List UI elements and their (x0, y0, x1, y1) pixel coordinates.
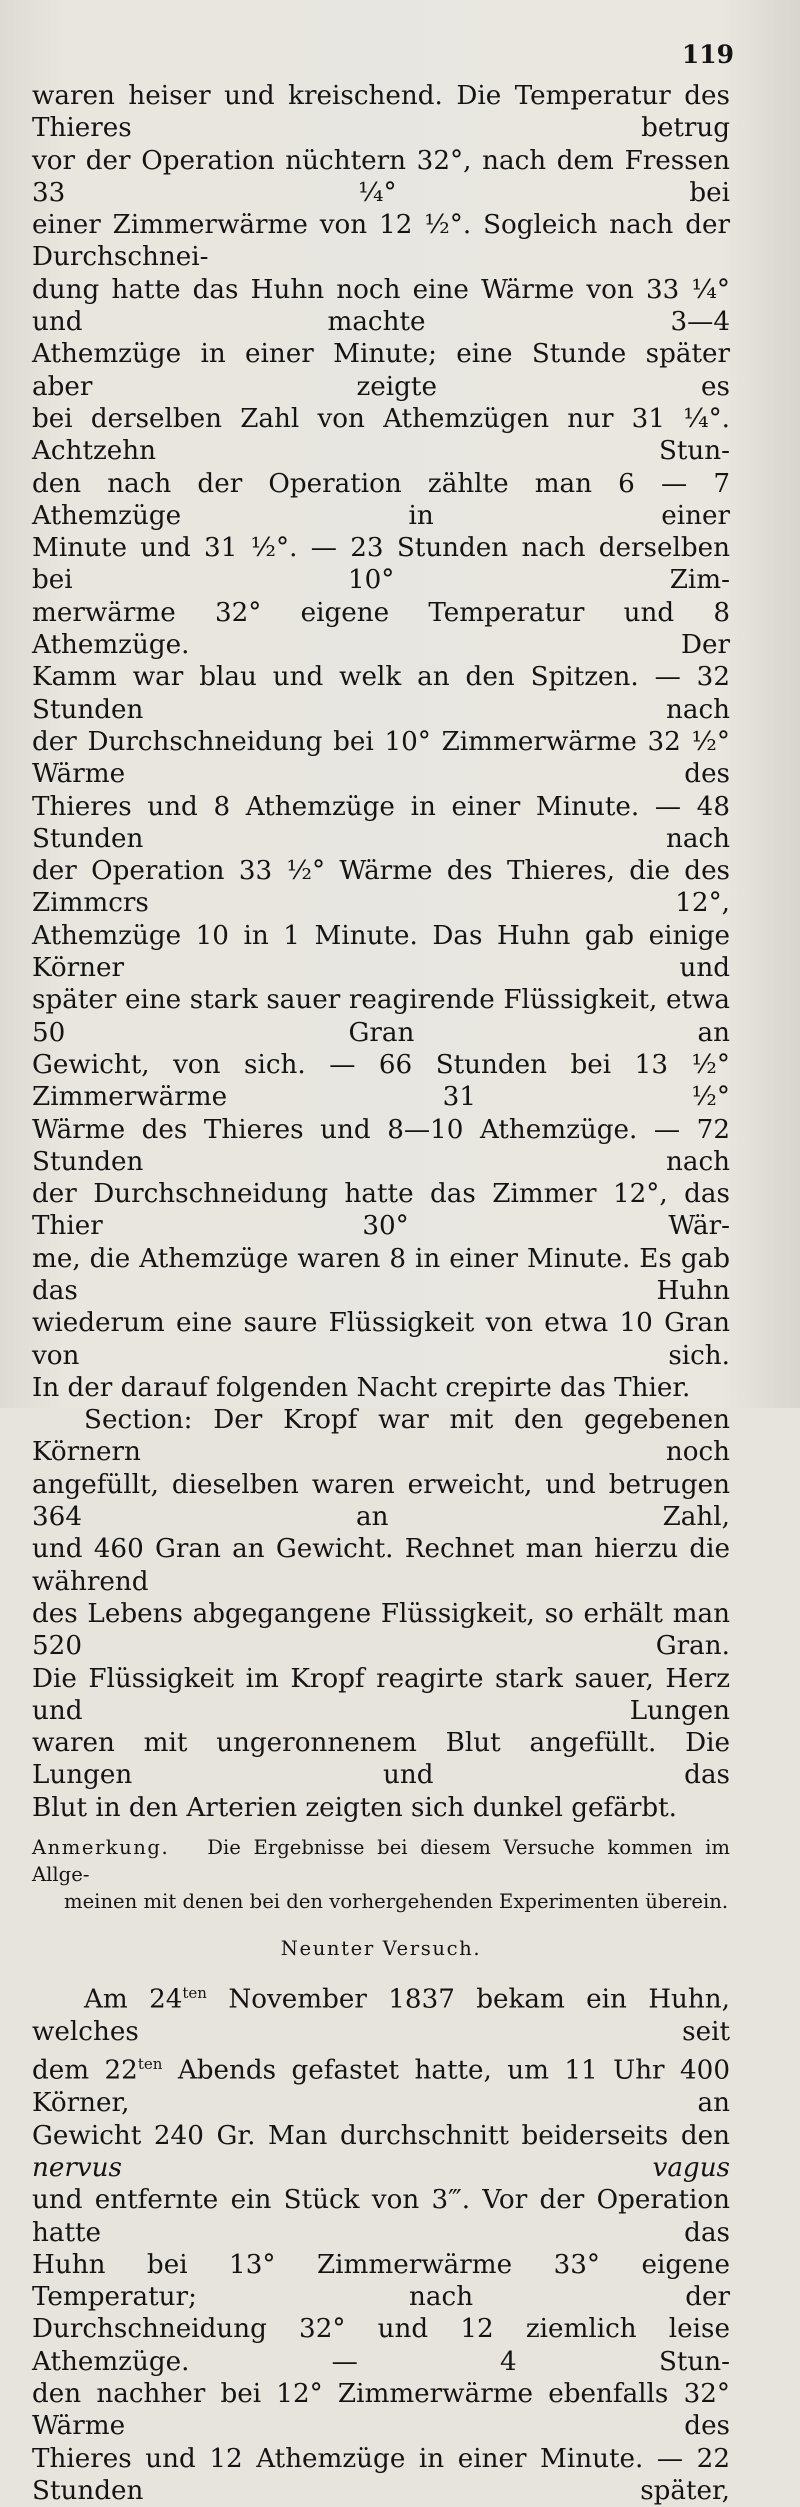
paragraph-experiment (32, 1977, 730, 2507)
remark-label: Anmerkung. (32, 1836, 170, 1860)
text-line: den nachher bei 12° Zimmerwärme ebenfalls 32° Wärme des (32, 2379, 730, 2442)
text-line: Thieres und 12 Athemzüge in einer Minute. — 22 Stunden später, (32, 2443, 730, 2506)
text-line: Gewicht, von sich. — 66 Stunden bei 13 ½° Zimmerwärme 31 ½° (32, 1049, 730, 1113)
text-line: den nach der Operation zählte man 6 — 7 Athemzüge in einer (32, 468, 730, 531)
text-line: angefüllt, dieselben waren erweicht, und betrugen 364 an Zahl, (32, 1469, 730, 1533)
text-line: der Durchschneidung hatte das Zimmer 12°, das Thier 30° Wär- (32, 1179, 730, 1242)
text-line: Am $24^{ten}$ November 1837 bekam ein Huhn, welches seit (32, 1984, 730, 2048)
section-heading: Neunter Versuch. (280, 1937, 482, 1961)
text-line: Kamm war blau und welk an den Spitzen. — 32 Stunden nach (32, 662, 730, 725)
text-line: später eine stark sauer reagirende Flüssigkeit, etwa 50 Gran an (32, 985, 730, 1048)
text-line: vor der Operation nüchtern 32°, nach dem Fressen 33 ¼° bei (32, 145, 730, 208)
text-line: dung hatte das Huhn noch eine Wärme von 33 ¼° und machte 3—4 (32, 274, 730, 338)
text-line: Wärme des Thieres und 8—10 Athemzüge. — 72 Stunden nach (32, 1114, 730, 1177)
page-number: 119 (681, 40, 734, 69)
remark-note (32, 1834, 730, 1915)
text-line: und 460 Gran an Gewicht. Rechnet man hierzu die während (32, 1534, 730, 1597)
text-line: waren mit ungeronnenem Blut angefüllt. Die Lungen und das (32, 1728, 730, 1791)
text-line: bei derselben Zahl von Athemzügen nur 31 ¼°. Achtzehn Stun- (32, 403, 730, 467)
remark-text-line: Die Ergebnisse bei diesem Versuche kommen im Allge- (32, 1836, 730, 1887)
text-line: des Lebens abgegangene Flüssigkeit, so erhält man 520 Gran. (32, 1598, 730, 1662)
text-line: der Durchschneidung bei 10° Zimmerwärme 32 ½° Wärme des (32, 726, 730, 790)
text-line: merwärme 32° eigene Temperatur und 8 Athemzüge. Der (32, 597, 730, 661)
text-line: me, die Athemzüge waren 8 in einer Minute. Es gab das Huhn (32, 1243, 730, 1306)
text-line: Minute und 31 ½°. — 23 Stunden nach derselben bei 10° Zim- (32, 533, 730, 596)
text-line: Durchschneidung 32° und 12 ziemlich leise Athemzüge. — 4 Stun- (32, 2314, 730, 2377)
text-line: Section: Der Kropf war mit den gegebenen Körnern noch (32, 1405, 730, 1468)
text-line: In der darauf folgenden Nacht crepirte das Thier. (32, 1372, 691, 1403)
text-line: wiederum eine saure Flüssigkeit von etwa 10 Gran von sich. (32, 1308, 730, 1371)
paragraph-continuation (32, 80, 730, 1404)
text-line: und entfernte ein Stück von 3‴. Vor der Operation hatte das (32, 2185, 730, 2248)
text-line: Huhn bei 13° Zimmerwärme 33° eigene Temperatur; nach der (32, 2249, 730, 2313)
text-line: Die Flüssigkeit im Kropf reagirte stark sauer, Herz und Lungen (32, 1663, 730, 1726)
text-line: Gewicht 240 Gr. Man durchschnitt beiderseits den nervus vagus (32, 2120, 730, 2183)
text-line: waren heiser und kreischend. Die Temperatur des Thieres betrug (32, 81, 730, 144)
text-line: Thieres und 8 Athemzüge in einer Minute. — 48 Stunden nach (32, 791, 730, 854)
text-line: Athemzüge in einer Minute; eine Stunde später aber zeigte es (32, 339, 730, 402)
text-line: Blut in den Arterien zeigten sich dunkel gefärbt. (32, 1792, 677, 1823)
text-line: dem $22^{ten}$ Abends gefastet hatte, um 11 Uhr 400 Körner, an (32, 2055, 730, 2119)
text-line: Athemzüge 10 in 1 Minute. Das Huhn gab einige Körner und (32, 920, 730, 984)
text-line: der Operation 33 ½° Wärme des Thieres, die des Zimmcrs 12°, (32, 856, 730, 919)
text-line: einer Zimmerwärme von 12 ½°. Sogleich nach der Durchschnei- (32, 210, 730, 273)
remark-text-line: meinen mit denen bei den vorhergehenden Experimenten überein. (64, 1890, 729, 1914)
paragraph-section (32, 1404, 730, 1824)
